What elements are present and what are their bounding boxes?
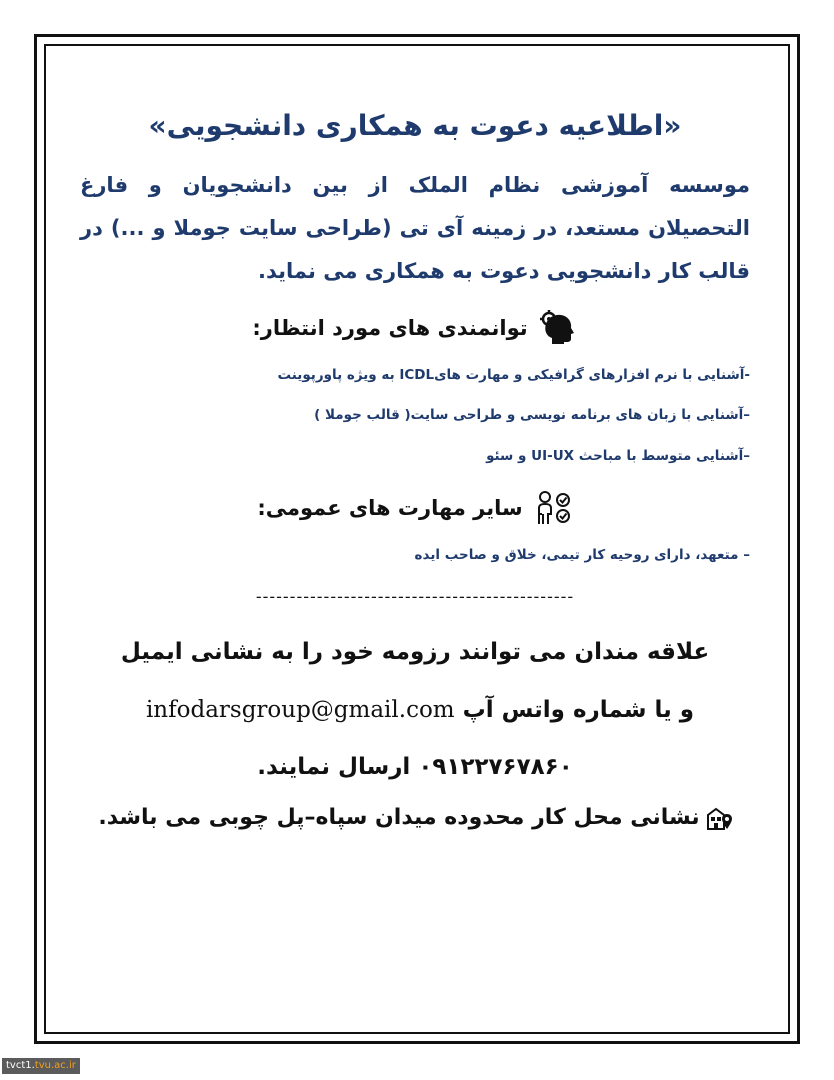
skill-item-2: –آشنایی با زبان های برنامه نویسی و طراحی سایت( قالب جوملا )	[314, 407, 750, 424]
dashed-divider: -----------------------------------------------	[255, 587, 575, 607]
skill-item-1: -آشنایی با نرم افزارهای گرافیکی و مهارت هایICDL به ویژه پاورپوینت	[277, 366, 750, 383]
site-watermark	[2, 1058, 80, 1074]
contact-block	[80, 624, 750, 797]
skills-heading	[80, 308, 750, 348]
contact-email: infodarsgroup@gmail.com	[145, 696, 455, 723]
announcement-content	[80, 108, 750, 831]
contact-line-1: علاقه مندان می توانند رزومه خود را به نشانی ایمیل	[120, 639, 710, 666]
general-skills-heading-label: سایر مهارت های عمومی:	[257, 496, 523, 521]
building-location-icon	[706, 805, 732, 831]
contact-line-3: ۰۹۱۲۲۷۶۷۸۶۰ ارسال نمایند.	[257, 754, 573, 781]
general-skills-heading	[80, 488, 750, 528]
watermark-prefix: tvct1.	[6, 1060, 35, 1071]
intro-paragraph: موسسه آموزشی نظام الملک از بین دانشجویان و فارغ التحصیلان مستعد، در زمینه آی تی (طراحی سایت جوملا و ...) در قالب کار دانشجویی دعوت به همکاری می نماید.	[80, 173, 750, 284]
address-text: نشانی محل کار محدوده میدان سپاه–پل چوبی می باشد.	[98, 805, 700, 831]
contact-line-2	[80, 682, 750, 740]
general-skill-item-1: – متعهد، دارای روحیه کار تیمی، خلاق و صاحب ایده	[414, 547, 750, 564]
skills-heading-label: توانمندی های مورد انتظار:	[252, 315, 528, 340]
announcement-title: «اطلاعیه دعوت به همکاری دانشجویی»	[148, 109, 682, 142]
skill-item-3: –آشنایی متوسط با مباحث UI-UX و سئو	[486, 448, 750, 465]
address-line	[80, 805, 750, 831]
contact-line-2-label: و یا شماره واتس آپ	[462, 696, 695, 723]
head-gear-icon	[538, 308, 578, 348]
watermark-domain: tvu.ac.ir	[34, 1060, 76, 1071]
person-checklist-icon	[533, 488, 573, 528]
